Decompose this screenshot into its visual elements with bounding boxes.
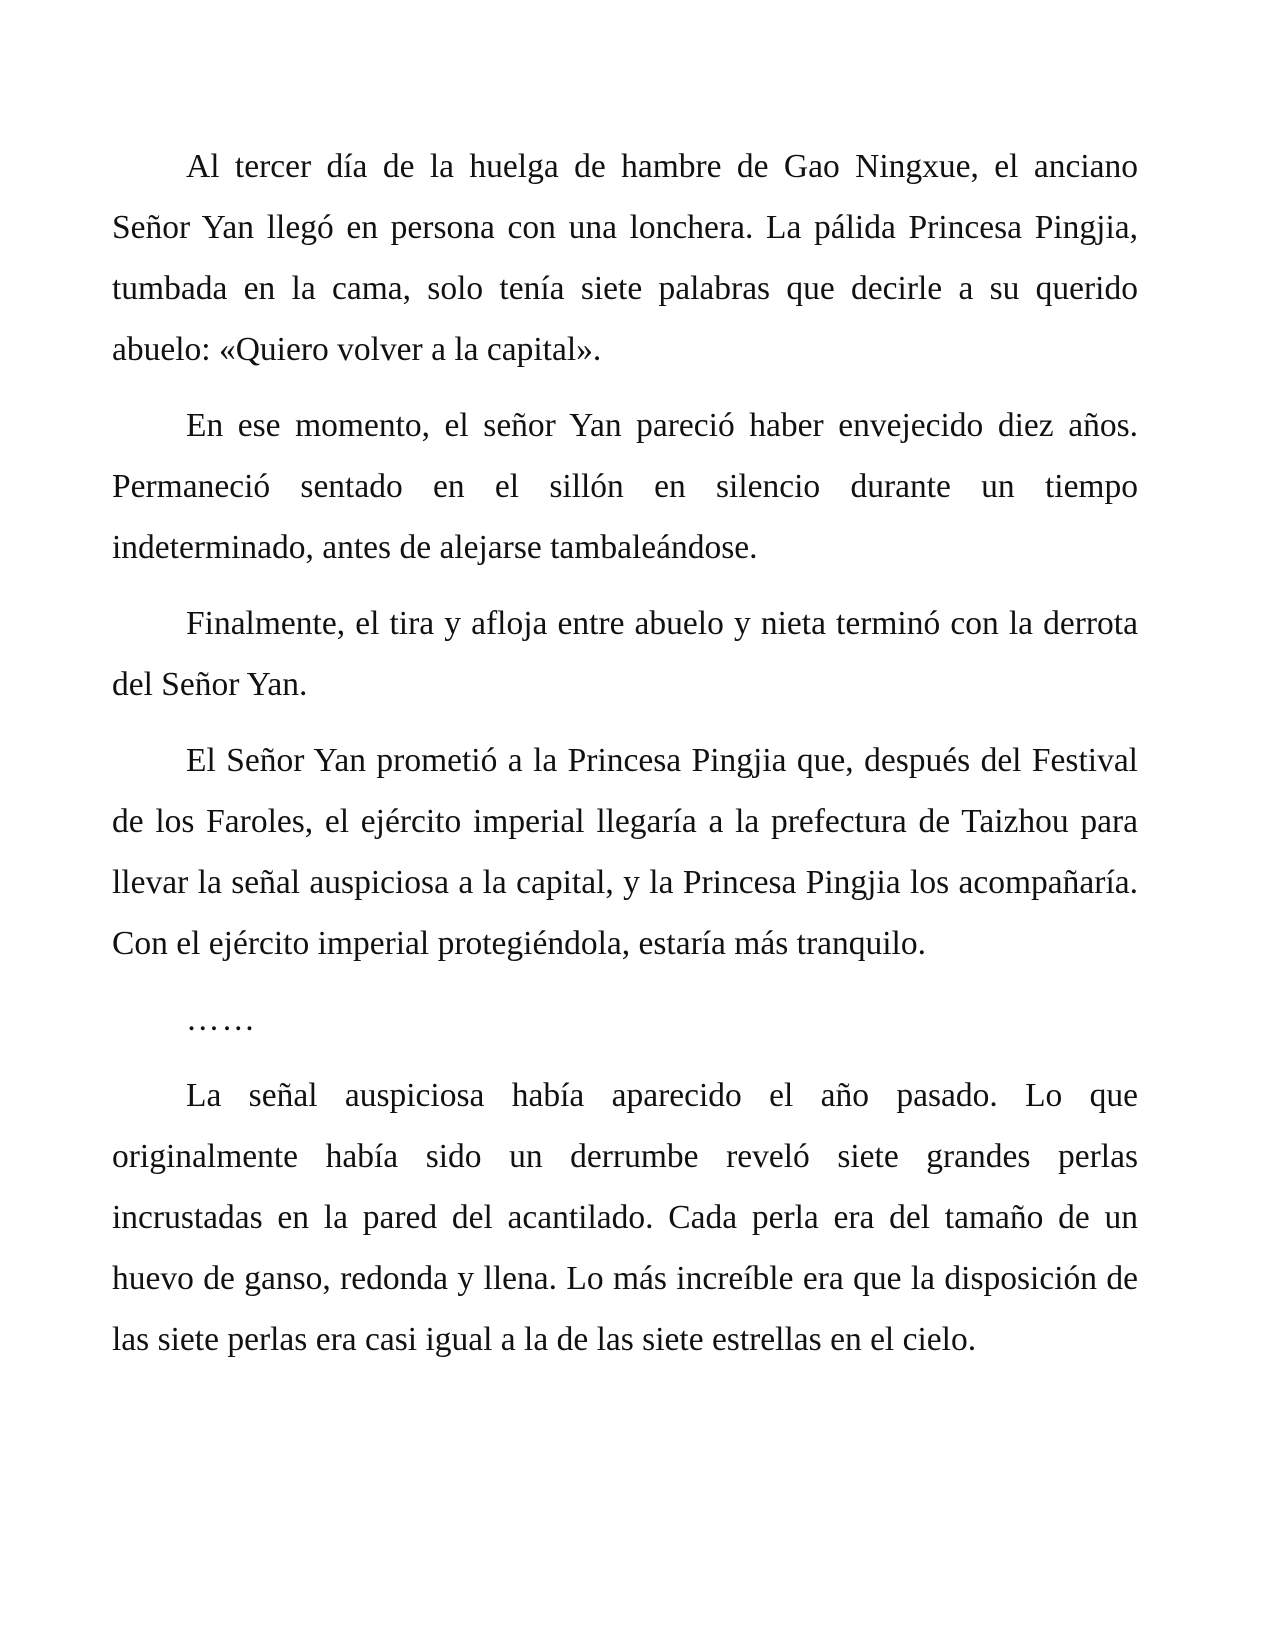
paragraph-hunger-strike: Al tercer día de la huelga de hambre de Gao Ningxue, el anciano Señor Yan llegó en persona con una lonchera. La pálida Princesa Pingjia, tumbada en la cama, solo tenía siete palabras que decirle a su querido abuelo: «Quiero volver a la capital». bbox=[112, 148, 1138, 368]
paragraph-tug-of-war: Finalmente, el tira y afloja entre abuelo y nieta terminó con la derrota del Señor Yan. bbox=[112, 605, 1138, 703]
paragraph-senor-yan-aged: En ese momento, el señor Yan pareció haber envejecido diez años. Permaneció sentado en el sillón en silencio durante un tiempo indeterminado, antes de alejarse tambaleándose. bbox=[112, 407, 1138, 566]
paragraph-auspicious-sign: La señal auspiciosa había aparecido el año pasado. Lo que originalmente había sido un derrumbe reveló siete grandes perlas incrustadas en la pared del acantilado. Cada perla era del tamaño de un huevo de ganso, redonda y llena. Lo más increíble era que la disposición de las siete perlas era casi igual a la de las siete estrellas en el cielo. bbox=[112, 1077, 1138, 1358]
paragraph-promise: El Señor Yan prometió a la Princesa Pingjia que, después del Festival de los Faroles, el ejército imperial llegaría a la prefectura de Taizhou para llevar la señal auspiciosa a la capital, y la Princesa Pingjia los acompañaría. Con el ejército imperial protegiéndola, estaría más tranquilo. bbox=[112, 742, 1138, 962]
document-page bbox=[112, 136, 1138, 1385]
section-separator: …… bbox=[186, 1001, 257, 1038]
